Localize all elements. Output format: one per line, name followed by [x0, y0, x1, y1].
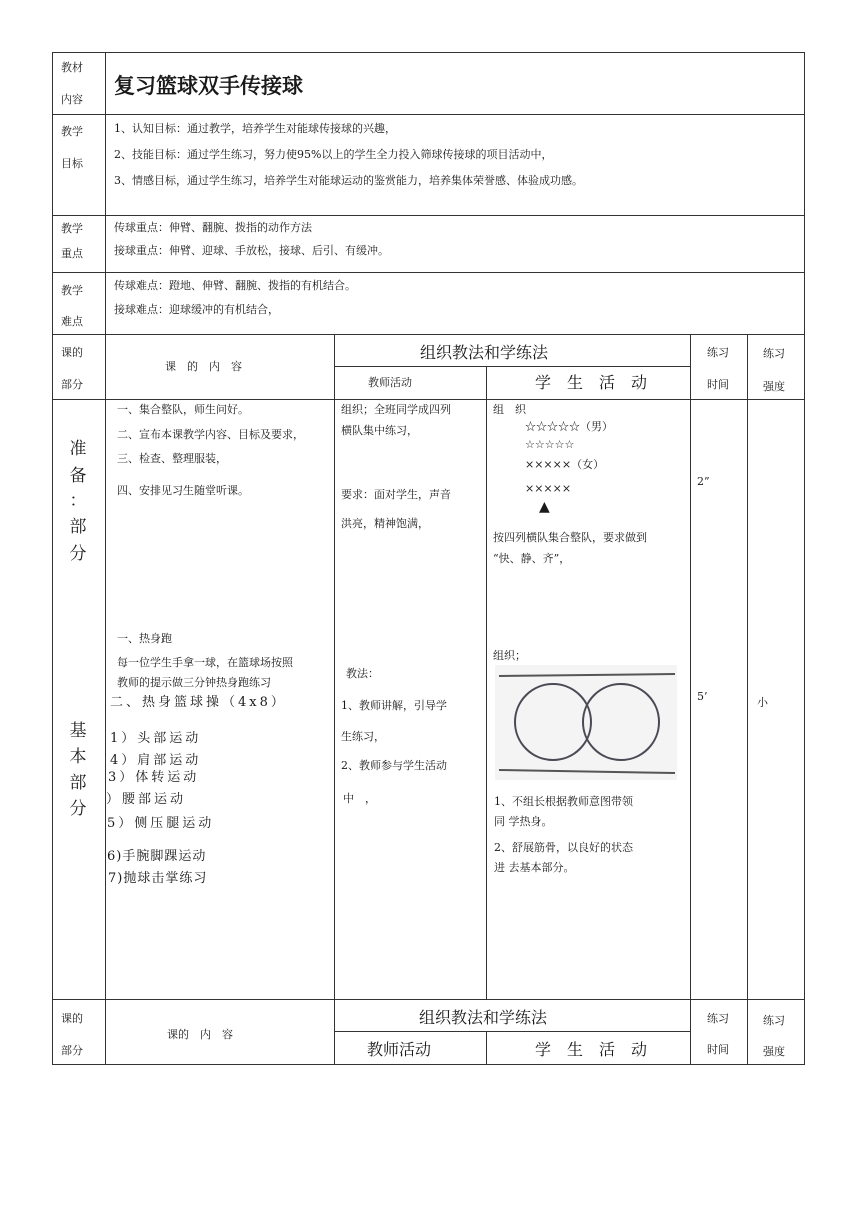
difficulty-label-line2: 难点 [61, 315, 83, 328]
prep-content-item: 二、宣布本课教学内容、目标及要求， [117, 428, 304, 441]
teacher-activity-header: 教师活动 [368, 376, 412, 389]
prep-label-char: 准 [69, 439, 87, 459]
basic-teacher-line: 教法： [346, 667, 379, 680]
prep-time: 2” [697, 475, 710, 488]
footer-intensity-header-line1: 练习 [763, 1014, 785, 1027]
grid-line [105, 52, 106, 1064]
basic-student-note: 2、舒展筋骨，以良好的状态 [494, 841, 633, 854]
intensity-header-line2: 强度 [763, 380, 785, 393]
basic-label-char: 部 [69, 773, 87, 793]
part-header-line1: 课的 [61, 346, 83, 359]
basic-teacher-line: 中 ， [343, 792, 376, 805]
grid-line [52, 1064, 805, 1065]
time-header-line1: 练习 [707, 346, 729, 359]
basic-label-char: 基 [69, 721, 87, 741]
prep-content-item: 四、安排见习生随堂听课。 [117, 484, 249, 497]
basic-label-char: 本 [69, 747, 87, 767]
grid-line [52, 999, 805, 1000]
content-header: 课 的 内 容 [165, 360, 242, 373]
keypoint-item: 传球重点：伸臂、翻腕、拨指的动作方法 [114, 221, 312, 234]
grid-line [804, 52, 805, 1064]
basic-content-item: 5）侧压腿运动 [107, 816, 215, 831]
footer-time-header-line2: 时间 [707, 1043, 729, 1056]
teacher-position-icon: ▲ [539, 499, 550, 515]
prep-label-char: 备 [69, 466, 87, 486]
keypoint-item: 接球重点：伸臂、迎球、手放松，接球、后引、有缓冲。 [114, 244, 389, 257]
prep-label-char: 部 [69, 517, 87, 537]
footer-org-header: 组织教法和学练法 [419, 1008, 548, 1027]
formation-row: ☆☆☆☆☆ [525, 438, 575, 451]
time-header-line2: 时间 [707, 378, 729, 391]
basic-student-note: 1、不组长根据教师意图带领 [494, 795, 633, 808]
goal-item: 1、认知目标：通过教学，培养学生对能球传接球的兴趣， [114, 122, 396, 135]
basic-intensity: 小 [757, 696, 768, 709]
prep-teacher-line: 横队集中练习， [341, 424, 418, 437]
footer-teacher-header: 教师活动 [367, 1040, 432, 1059]
footer-content-header: 课的 内 容 [167, 1028, 233, 1041]
grid-line [52, 334, 805, 335]
footer-part-header-line1: 课的 [61, 1012, 83, 1025]
basic-teacher-line: 生练习， [341, 730, 385, 743]
grid-line [52, 52, 53, 1064]
basic-content-item: 二、热身篮球操（4x8） [110, 695, 287, 710]
prep-teacher-line: 洪亮，精神饱满， [341, 517, 429, 530]
basic-content-item: 6)手腕脚踝运动 [107, 849, 207, 864]
basic-content-item: 一、热身跑 [117, 632, 172, 645]
grid-line [52, 272, 805, 273]
student-activity-header: 学 生 活 动 [535, 373, 648, 392]
basic-content-item: 7)抛球击掌练习 [108, 871, 208, 886]
basic-student-note: 同 学热身。 [494, 815, 553, 828]
grid-line [486, 366, 487, 999]
basic-content-item: 教师的提示做三分钟热身跑练习 [117, 676, 271, 689]
material-label-line1: 教材 [61, 61, 83, 74]
goal-item: 3、情感目标，通过学生练习，培养学生对能球运动的鉴赏能力，培养集体荣誉感、体验成功感。 [114, 174, 583, 187]
difficulty-label-line1: 教学 [61, 284, 83, 297]
basic-content-item: 3）体转运动 [108, 770, 200, 785]
grid-line [334, 334, 335, 1064]
prep-teacher-line: 组织；全班同学成四列 [341, 403, 451, 416]
grid-line [52, 114, 805, 115]
grid-line [486, 1031, 487, 1064]
prep-student-req: “快、静、齐”， [493, 552, 571, 565]
prep-content-item: 一、集合整队，师生问好。 [117, 403, 249, 416]
goal-item: 2、技能目标：通过学生练习，努力使95%以上的学生全力投入筛球传接球的项目活动中， [114, 148, 553, 161]
basic-teacher-line: 1、教师讲解，引导学 [341, 699, 447, 712]
basic-content-item: 4）肩部运动 [110, 753, 202, 768]
footer-intensity-header-line2: 强度 [763, 1045, 785, 1058]
goals-label-line2: 目标 [61, 157, 83, 170]
prep-student-req: 按四列横队集合整队，要求做到 [493, 531, 647, 544]
keypoints-label-line1: 教学 [61, 222, 83, 235]
diagram-background [495, 665, 677, 780]
warmup-route-diagram [495, 665, 677, 780]
intensity-header-line1: 练习 [763, 347, 785, 360]
basic-teacher-line: 2、教师参与学生活动 [341, 759, 447, 772]
difficulty-item: 接球难点：迎球缓冲的有机结合， [114, 303, 279, 316]
part-header-line2: 部分 [61, 378, 83, 391]
basic-label-char: 分 [69, 799, 87, 819]
keypoints-label-line2: 重点 [61, 247, 83, 260]
grid-line [690, 334, 691, 1064]
prep-student-org: 组 织 [493, 403, 526, 416]
grid-line [52, 399, 805, 400]
footer-time-header-line1: 练习 [707, 1012, 729, 1025]
formation-row: ☆☆☆☆☆（男） [525, 420, 613, 433]
footer-part-header-line2: 部分 [61, 1044, 83, 1057]
basic-content-item: 1）头部运动 [110, 731, 202, 746]
formation-row: ×××××（女） [525, 458, 605, 471]
grid-line [747, 334, 748, 1064]
route-figure [495, 665, 677, 780]
footer-student-header: 学 生 活 动 [535, 1040, 648, 1059]
prep-label-char: ： [69, 491, 87, 511]
grid-line [52, 52, 805, 53]
basic-content-item: 每一位学生手拿一球，在篮球场按照 [117, 656, 293, 669]
grid-line [52, 215, 805, 216]
basic-student-note: 进 去基本部分。 [494, 861, 575, 874]
grid-line [334, 366, 691, 367]
lesson-title: 复习篮球双手传接球 [114, 74, 303, 98]
basic-student-org: 组织； [493, 649, 526, 662]
prep-label-char: 分 [69, 544, 87, 564]
grid-line [334, 1031, 691, 1032]
goals-label-line1: 教学 [61, 125, 83, 138]
prep-teacher-line: 要求：面对学生，声音 [341, 488, 451, 501]
formation-row: ××××× [525, 482, 572, 495]
basic-time: 5’ [697, 690, 708, 703]
org-header: 组织教法和学练法 [420, 343, 549, 362]
difficulty-item: 传球难点：蹬地、伸臂、翻腕、拨指的有机结合。 [114, 279, 356, 292]
prep-content-item: 三、检查、整理服装， [117, 452, 227, 465]
material-label-line2: 内容 [61, 93, 83, 106]
basic-content-item: ）腰部运动 [106, 792, 187, 807]
